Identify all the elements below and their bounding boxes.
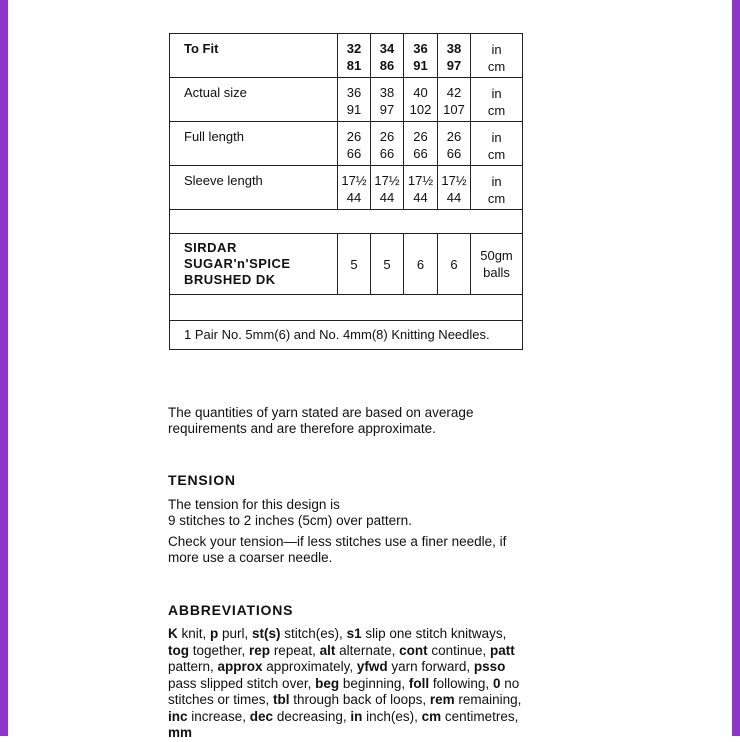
abbreviation-meaning: inch(es), <box>362 708 422 724</box>
abbreviation-meaning: yarn forward, <box>387 659 474 674</box>
row-label: To Fit <box>170 34 338 78</box>
abbreviation-term: dec <box>249 708 274 724</box>
abbreviation-term: p <box>210 626 219 641</box>
quantities-note: The quantities of yarn stated are based on average requirements and are therefore approximate. <box>168 405 474 436</box>
table-row <box>170 122 523 166</box>
abbreviation-meaning: stitch(es), <box>280 626 347 641</box>
abbreviation-meaning: pattern, <box>168 659 218 674</box>
size-table <box>169 33 523 350</box>
right-border-bar <box>732 0 740 736</box>
abbreviation-term: tog <box>168 642 189 658</box>
needles-text: 1 Pair No. 5mm(6) and No. 4mm(8) Knitting Needles. <box>170 321 523 350</box>
table-row <box>170 78 523 122</box>
abbreviation-meaning: no stitches or times, <box>168 675 520 707</box>
table-row <box>170 34 523 78</box>
size-cell: 34 86 <box>371 34 404 78</box>
abbreviation-meaning: continue, <box>427 642 490 658</box>
abbreviation-term: st(s) <box>252 626 281 641</box>
tension-check: Check your tension—if less stitches use a finer needle, if more use a coarser needle. <box>168 534 507 565</box>
abbreviation-meaning: alternate, <box>335 642 400 658</box>
table-spacer-row <box>170 210 523 234</box>
size-cell: 40 102 <box>404 78 438 122</box>
size-cell: 26 66 <box>404 122 438 166</box>
size-cell: 17½ 44 <box>338 166 371 210</box>
yarn-quantity: 5 <box>371 234 404 295</box>
abbreviation-term: 0 <box>492 675 501 691</box>
size-cell: 17½ 44 <box>438 166 471 210</box>
abbreviations-heading: ABBREVIATIONS <box>168 602 294 618</box>
row-label: Full length <box>170 122 338 166</box>
abbreviation-term: yfwd <box>356 659 388 674</box>
unit-cell: in cm <box>471 78 523 122</box>
abbreviation-meaning: increase, <box>187 708 250 724</box>
row-label: Actual size <box>170 78 338 122</box>
abbreviation-meaning: repeat, <box>270 642 320 658</box>
table-row <box>170 166 523 210</box>
abbreviation-term: s1 <box>346 626 362 641</box>
size-cell: 26 66 <box>438 122 471 166</box>
abbreviation-meaning: knit, <box>177 626 211 641</box>
table-spacer-row <box>170 295 523 321</box>
yarn-row <box>170 234 523 295</box>
abbreviation-term: inc <box>168 708 188 724</box>
abbreviation-term: in <box>350 708 363 724</box>
abbreviation-term: rem <box>429 692 455 707</box>
left-border-bar <box>0 0 8 736</box>
yarn-quantity: 5 <box>338 234 371 295</box>
yarn-quantity: 6 <box>438 234 471 295</box>
unit-cell: in cm <box>471 34 523 78</box>
size-cell: 42 107 <box>438 78 471 122</box>
abbreviation-term: mm <box>168 725 193 740</box>
abbreviation-term: patt <box>489 642 515 658</box>
abbreviation-meaning: beginning, <box>339 675 409 691</box>
yarn-name: SIRDAR SUGAR'n'SPICE BRUSHED DK <box>170 234 338 295</box>
size-cell: 38 97 <box>438 34 471 78</box>
abbreviation-term: cm <box>421 708 442 724</box>
unit-cell: 50gm balls <box>471 234 523 295</box>
abbreviation-meaning: together, <box>189 642 250 658</box>
unit-cell: in cm <box>471 122 523 166</box>
abbreviation-meaning: slip one stitch knitways, <box>361 626 507 641</box>
size-cell: 36 91 <box>338 78 371 122</box>
abbreviation-meaning: through back of loops, <box>289 692 430 707</box>
abbreviations-list <box>168 626 524 742</box>
abbreviation-term: rep <box>249 642 271 658</box>
abbreviation-meaning: pass slipped stitch over, <box>168 675 316 691</box>
abbreviation-term: cont <box>399 642 428 658</box>
needles-row <box>170 321 523 350</box>
abbreviation-term: approx <box>217 659 263 674</box>
abbreviation-meaning: decreasing, <box>273 708 351 724</box>
abbreviation-term: foll <box>408 675 430 691</box>
tension-heading: TENSION <box>168 472 236 488</box>
abbreviation-meaning: approximately, <box>262 659 357 674</box>
size-cell: 26 66 <box>371 122 404 166</box>
abbreviation-meaning: following, <box>429 675 493 691</box>
yarn-quantity: 6 <box>404 234 438 295</box>
abbreviation-term: alt <box>319 642 336 658</box>
size-cell: 17½ 44 <box>371 166 404 210</box>
abbreviation-term: psso <box>473 659 506 674</box>
abbreviation-meaning: purl, <box>218 626 253 641</box>
unit-cell: in cm <box>471 166 523 210</box>
size-cell: 32 81 <box>338 34 371 78</box>
abbreviation-term: beg <box>315 675 340 691</box>
abbreviation-meaning: centimetres, <box>441 708 519 724</box>
size-cell: 38 97 <box>371 78 404 122</box>
abbreviation-term: K <box>168 626 178 641</box>
abbreviation-meaning: remaining, <box>454 692 522 707</box>
size-cell: 17½ 44 <box>404 166 438 210</box>
abbreviation-term: tbl <box>273 692 290 707</box>
size-cell: 26 66 <box>338 122 371 166</box>
row-label: Sleeve length <box>170 166 338 210</box>
size-cell: 36 91 <box>404 34 438 78</box>
tension-line-2: 9 stitches to 2 inches (5cm) over pattern. <box>168 513 412 528</box>
tension-line-1: The tension for this design is <box>168 497 340 512</box>
